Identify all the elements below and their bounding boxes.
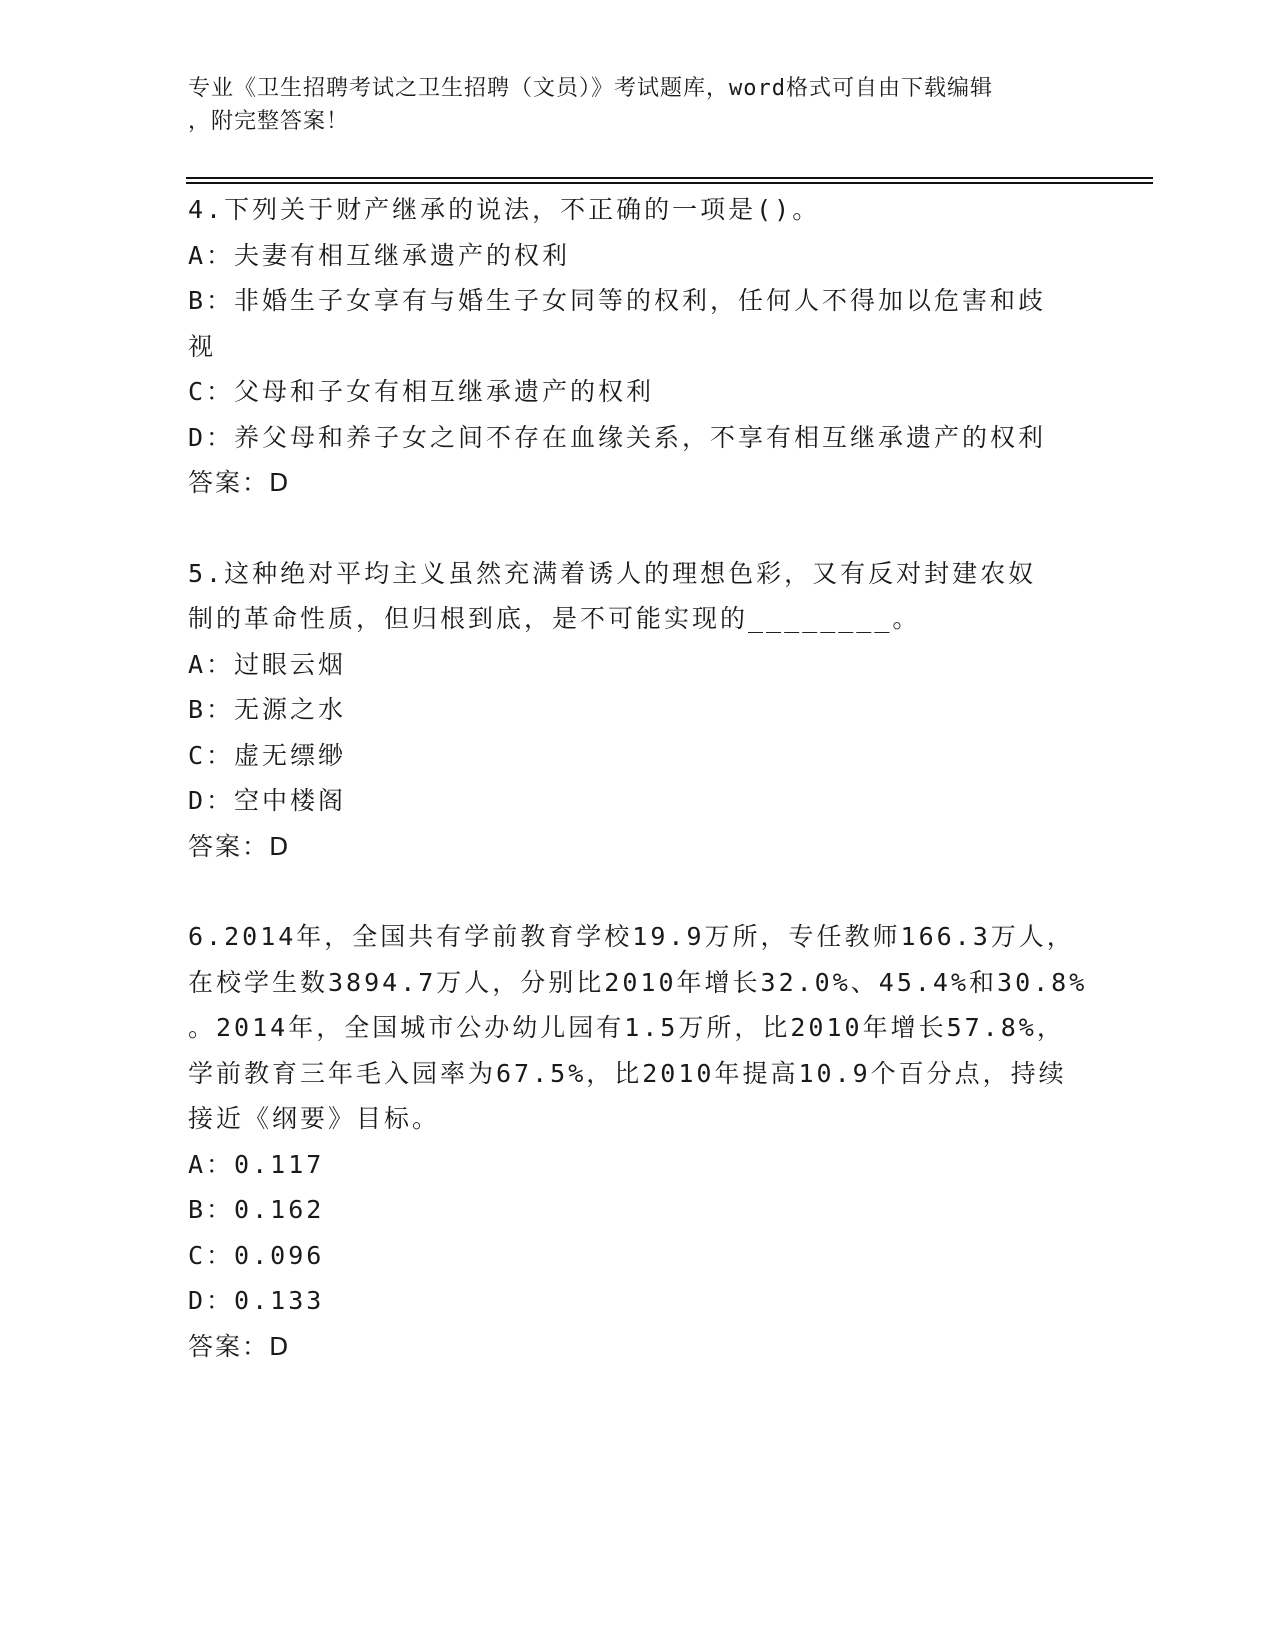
question-stem-line: 4.下列关于财产继承的说法，不正确的一项是()。 bbox=[188, 195, 821, 224]
option-b: B：非婚生子女享有与婚生子女同等的权利，任何人不得加以危害和歧 bbox=[188, 286, 1047, 315]
option-b: B：0.162 bbox=[188, 1195, 325, 1224]
question-stem-line: 在校学生数3894.7万人，分别比2010年增长32.0%、45.4%和30.8% bbox=[188, 967, 1088, 997]
option-d: D：0.133 bbox=[188, 1286, 325, 1315]
option-a: A：0.117 bbox=[188, 1149, 325, 1179]
answer-label: 答案：D bbox=[188, 1331, 291, 1361]
option-a: A：夫妻有相互继承遗产的权利 bbox=[188, 240, 571, 270]
option-b: B：无源之水 bbox=[188, 695, 347, 724]
option-b-continued: 视 bbox=[188, 331, 217, 361]
answer-label: 答案：D bbox=[188, 468, 291, 497]
option-c: C：父母和子女有相互继承遗产的权利 bbox=[188, 377, 655, 406]
option-d: D：养父母和养子女之间不存在血缘关系，不享有相互继承遗产的权利 bbox=[188, 422, 1047, 452]
question-4 bbox=[188, 187, 1088, 506]
option-d: D：空中楼阁 bbox=[188, 786, 347, 815]
question-stem-line: 制的革命性质，但归根到底，是不可能实现的________。 bbox=[188, 604, 921, 633]
question-list bbox=[188, 187, 1088, 1369]
question-stem-line: 学前教育三年毛入园率为67.5%，比2010年提高10.9个百分点，持续 bbox=[188, 1058, 1067, 1088]
option-c: C：0.096 bbox=[188, 1240, 325, 1270]
header-title-line-1: 专业《卫生招聘考试之卫生招聘（文员）》考试题库，word格式可自由下载编辑 bbox=[188, 76, 993, 101]
option-c: C：虚无缥缈 bbox=[188, 740, 347, 770]
question-stem-line: 。2014年，全国城市公办幼儿园有1.5万所，比2010年增长57.8%， bbox=[188, 1013, 1065, 1042]
document-header bbox=[188, 72, 1068, 138]
header-divider-bottom bbox=[186, 182, 1153, 184]
question-6 bbox=[188, 914, 1088, 1369]
question-5 bbox=[188, 551, 1088, 870]
header-divider-top bbox=[186, 177, 1153, 179]
question-stem-line: 5.这种绝对平均主义虽然充满着诱人的理想色彩，又有反对封建农奴 bbox=[188, 558, 1037, 588]
question-stem-line: 6.2014年，全国共有学前教育学校19.9万所，专任教师166.3万人， bbox=[188, 922, 1075, 951]
header-title-line-2: ，附完整答案！ bbox=[188, 109, 350, 134]
question-stem-line: 接近《纲要》目标。 bbox=[188, 1104, 441, 1133]
answer-label: 答案：D bbox=[188, 831, 291, 861]
option-a: A：过眼云烟 bbox=[188, 649, 347, 679]
